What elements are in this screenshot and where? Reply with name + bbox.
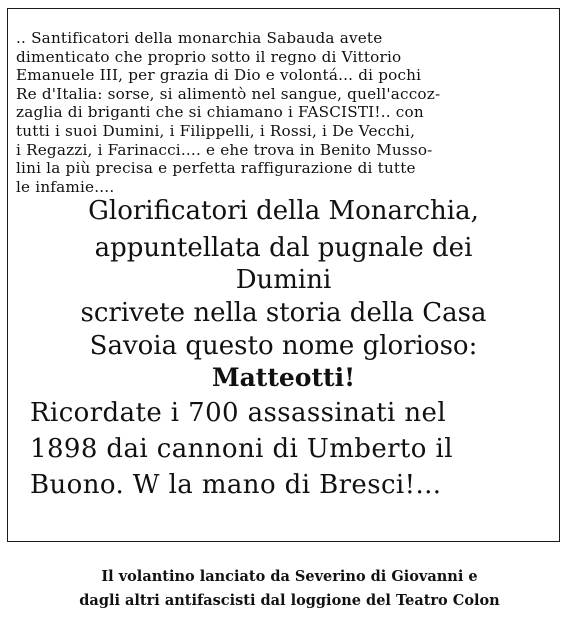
intro-line: Emanuele III, per grazia di Dio e volontá... di pochi xyxy=(16,66,422,85)
caption-line-2: dagli altri antifascisti dal loggione del Teatro Colon xyxy=(79,592,500,609)
intro-line: le infamie.... xyxy=(16,177,115,196)
closing-line: 1898 dai cannoni di Umberto il xyxy=(30,434,453,464)
intro-line: lini la più precisa e perfetta raffigurazione di tutte xyxy=(16,159,416,178)
leaflet-intro-paragraph xyxy=(16,29,554,196)
headline-line: scrivete nella storia della Casa xyxy=(80,298,487,328)
intro-line: zaglia di briganti che si chiamano i FASCISTI!.. con xyxy=(16,103,424,122)
intro-line: tutti i suoi Dumini, i Filippelli, i Rossi, i De Vecchi, xyxy=(16,121,416,140)
intro-line: .. Santificatori della monarchia Sabauda avete xyxy=(16,29,383,47)
closing-line: Buono. W la mano di Bresci!... xyxy=(30,470,442,500)
headline-line: Savoia questo nome glorioso: xyxy=(89,331,478,361)
headline-line: Glorificatori della Monarchia, xyxy=(88,196,479,226)
intro-line: i Regazzi, i Farinacci.... e ehe trova in Benito Musso- xyxy=(16,140,433,159)
headline-line: Dumini xyxy=(235,265,332,295)
intro-line: dimenticato che proprio sotto il regno di Vittorio xyxy=(16,47,402,66)
headline-line: appuntellata dal pugnale dei xyxy=(94,233,473,263)
caption-line-1: Il volantino lanciato da Severino di Giovanni e xyxy=(101,568,478,585)
matteotti-name: Matteotti! xyxy=(211,363,356,392)
intro-line: Re d'Italia: sorse, si alimentò nel sangue, quell'accoz- xyxy=(16,84,441,103)
closing-line: Ricordate i 700 assassinati nel xyxy=(30,398,447,428)
